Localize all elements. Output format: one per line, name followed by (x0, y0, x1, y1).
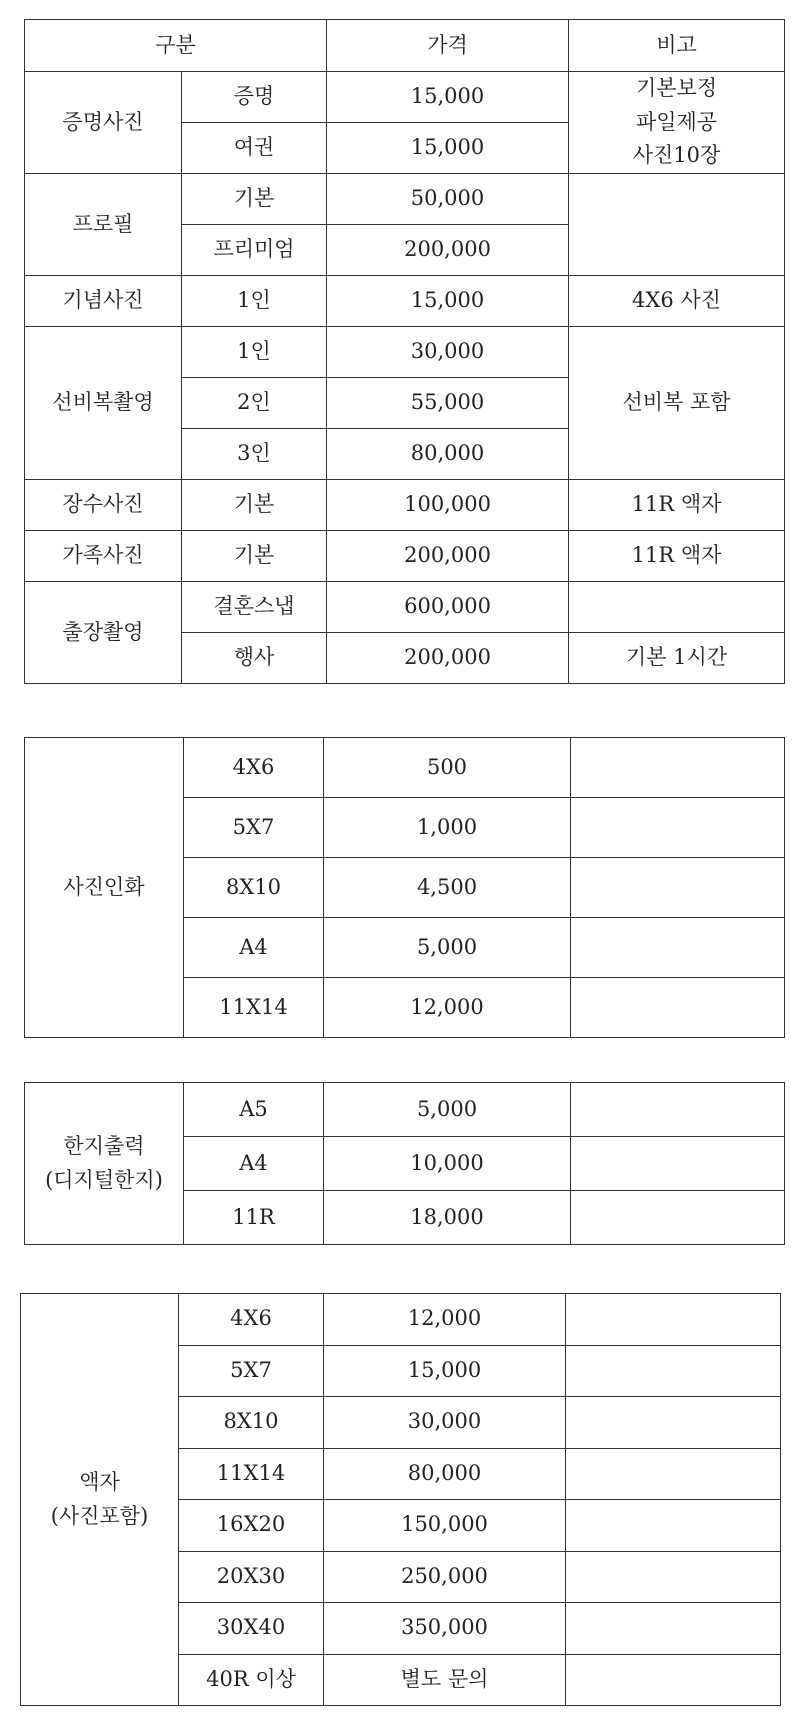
price-cell: 15,000 (324, 1345, 566, 1397)
price-cell: 200,000 (327, 531, 569, 582)
table-row (25, 480, 785, 531)
table-row (25, 174, 785, 225)
price-cell: 80,000 (324, 1448, 566, 1500)
header-note: 비고 (569, 20, 785, 72)
note-cell: 기본 1시간 (569, 633, 785, 684)
note-cell (571, 918, 785, 978)
item-cell: 프리미엄 (182, 225, 327, 276)
note-cell: 11R 액자 (569, 480, 785, 531)
category-cell: 프로필 (25, 174, 182, 276)
item-cell: 1인 (182, 276, 327, 327)
size-cell: 20X30 (179, 1551, 324, 1603)
price-cell: 30,000 (327, 327, 569, 378)
price-cell: 5,000 (324, 918, 571, 978)
note-cell: 4X6 사진 (569, 276, 785, 327)
note-cell: 기본보정 파일제공 사진10장 (569, 72, 785, 174)
item-cell: 기본 (182, 480, 327, 531)
price-cell: 5,000 (324, 1083, 571, 1137)
table-header-row (25, 20, 785, 72)
note-cell (571, 1191, 785, 1245)
note-cell (571, 978, 785, 1038)
item-cell: 기본 (182, 174, 327, 225)
price-cell: 50,000 (327, 174, 569, 225)
header-price: 가격 (327, 20, 569, 72)
size-cell: 4X6 (179, 1294, 324, 1346)
table-row (25, 276, 785, 327)
size-cell: 8X10 (179, 1397, 324, 1449)
note-cell (571, 738, 785, 798)
header-category: 구분 (25, 20, 327, 72)
item-cell: 행사 (182, 633, 327, 684)
note-cell (569, 582, 785, 633)
main-price-table (24, 19, 785, 684)
category-cell: 선비복촬영 (25, 327, 182, 480)
category-cell: 장수사진 (25, 480, 182, 531)
size-cell: 11X14 (179, 1448, 324, 1500)
item-cell: 여권 (182, 123, 327, 174)
table-row (21, 1294, 781, 1346)
price-cell: 12,000 (324, 1294, 566, 1346)
price-cell: 500 (324, 738, 571, 798)
price-cell: 15,000 (327, 72, 569, 123)
size-cell: 16X20 (179, 1500, 324, 1552)
price-cell: 200,000 (327, 225, 569, 276)
price-cell: 55,000 (327, 378, 569, 429)
price-cell: 80,000 (327, 429, 569, 480)
size-cell: 40R 이상 (179, 1654, 324, 1706)
note-cell (571, 858, 785, 918)
price-cell: 250,000 (324, 1551, 566, 1603)
table-row (25, 1083, 785, 1137)
price-cell: 600,000 (327, 582, 569, 633)
table-row (25, 327, 785, 378)
category-cell: 증명사진 (25, 72, 182, 174)
note-cell (566, 1397, 781, 1449)
price-cell: 30,000 (324, 1397, 566, 1449)
note-cell (571, 798, 785, 858)
category-cell: 한지출력 (디지털한지) (25, 1083, 184, 1245)
item-cell: 2인 (182, 378, 327, 429)
price-cell: 10,000 (324, 1137, 571, 1191)
size-cell: 30X40 (179, 1603, 324, 1655)
price-cell: 12,000 (324, 978, 571, 1038)
table-row (25, 531, 785, 582)
print-price-table (24, 737, 785, 1038)
note-cell (566, 1603, 781, 1655)
note-cell: 선비복 포함 (569, 327, 785, 480)
size-cell: 11X14 (184, 978, 324, 1038)
price-cell: 200,000 (327, 633, 569, 684)
table-row (25, 582, 785, 633)
note-cell (566, 1500, 781, 1552)
category-cell: 기념사진 (25, 276, 182, 327)
note-cell (569, 174, 785, 276)
price-cell: 150,000 (324, 1500, 566, 1552)
size-cell: A4 (184, 918, 324, 978)
note-cell (566, 1448, 781, 1500)
item-cell: 증명 (182, 72, 327, 123)
size-cell: 5X7 (179, 1345, 324, 1397)
price-cell: 1,000 (324, 798, 571, 858)
hanji-price-table (24, 1082, 785, 1245)
item-cell: 3인 (182, 429, 327, 480)
category-cell: 사진인화 (25, 738, 184, 1038)
price-cell: 18,000 (324, 1191, 571, 1245)
size-cell: 5X7 (184, 798, 324, 858)
size-cell: A5 (184, 1083, 324, 1137)
size-cell: 11R (184, 1191, 324, 1245)
note-cell (566, 1551, 781, 1603)
item-cell: 결혼스냅 (182, 582, 327, 633)
category-cell: 가족사진 (25, 531, 182, 582)
category-cell: 액자 (사진포함) (21, 1294, 179, 1706)
note-cell (566, 1654, 781, 1706)
item-cell: 기본 (182, 531, 327, 582)
note-cell (566, 1294, 781, 1346)
note-cell (566, 1345, 781, 1397)
size-cell: A4 (184, 1137, 324, 1191)
price-cell: 15,000 (327, 123, 569, 174)
frame-price-table (20, 1293, 781, 1706)
note-cell (571, 1137, 785, 1191)
price-cell: 15,000 (327, 276, 569, 327)
item-cell: 1인 (182, 327, 327, 378)
price-cell: 350,000 (324, 1603, 566, 1655)
table-row (25, 72, 785, 123)
category-cell: 출장촬영 (25, 582, 182, 684)
size-cell: 8X10 (184, 858, 324, 918)
size-cell: 4X6 (184, 738, 324, 798)
table-row (25, 738, 785, 798)
note-cell: 11R 액자 (569, 531, 785, 582)
price-cell: 4,500 (324, 858, 571, 918)
price-cell: 별도 문의 (324, 1654, 566, 1706)
note-cell (571, 1083, 785, 1137)
price-cell: 100,000 (327, 480, 569, 531)
